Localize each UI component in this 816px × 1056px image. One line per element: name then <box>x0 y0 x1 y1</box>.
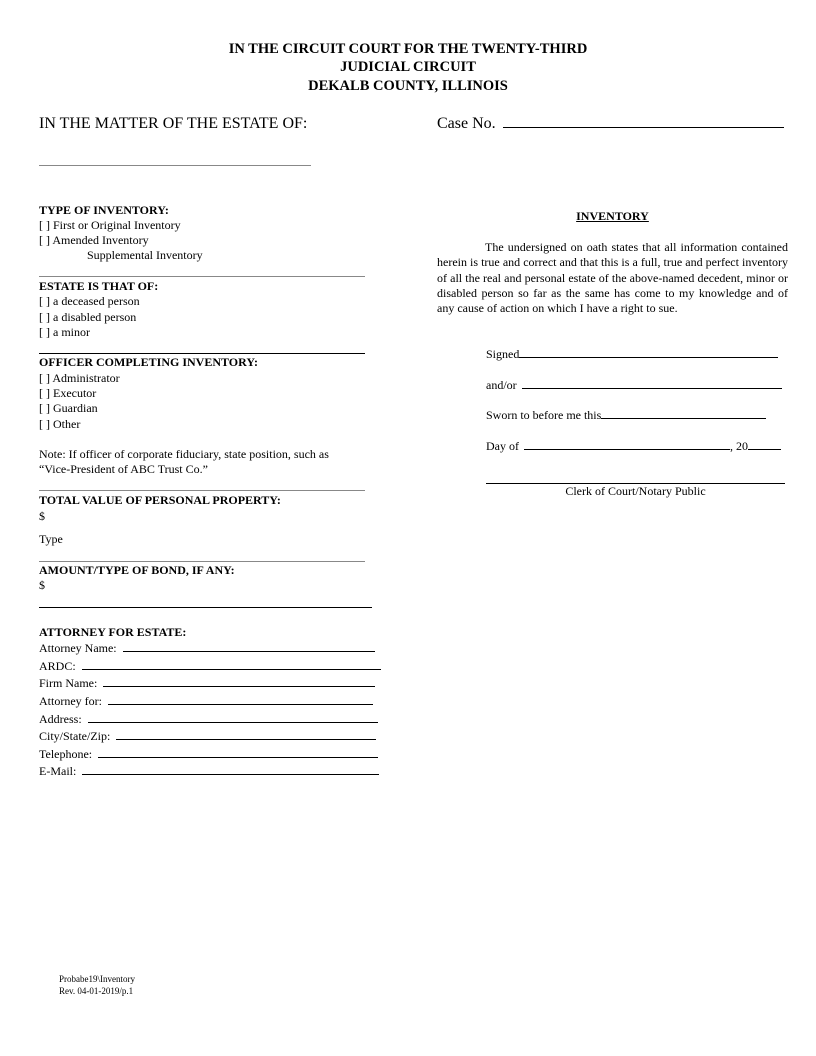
email-field[interactable] <box>82 763 379 775</box>
divider <box>39 353 365 354</box>
attorney-heading: ATTORNEY FOR ESTATE: <box>39 625 187 639</box>
signed-label: Signed <box>486 347 520 361</box>
ardc-field[interactable] <box>82 658 381 670</box>
estate-of-label: IN THE MATTER OF THE ESTATE OF: <box>39 115 308 132</box>
bond-heading: AMOUNT/TYPE OF BOND, IF ANY: <box>39 563 235 577</box>
city-state-zip-label: City/State/Zip: <box>39 729 111 743</box>
sworn-label: Sworn to before me this <box>486 408 602 422</box>
attorney-name-row <box>39 640 375 656</box>
checkbox-guardian[interactable]: [ ] Guardian <box>39 401 98 415</box>
day-field[interactable] <box>524 438 730 450</box>
type-of-inventory-heading: TYPE OF INVENTORY: <box>39 203 169 217</box>
personal-property-dollar: $ <box>39 509 45 523</box>
city-state-zip-field[interactable] <box>116 728 376 740</box>
city-state-zip-row <box>39 728 376 744</box>
email-row <box>39 763 379 779</box>
signed-row <box>486 346 778 362</box>
year-field[interactable] <box>748 438 781 450</box>
signed-field[interactable] <box>519 346 778 358</box>
oath-paragraph: The undersigned on oath states that all information contained herein is true and correct and that this is a full, true and perfect inventory of all the real and personal estate of the above-named decedent, minor or disabled person so far as the same has come to my knowledge and of any cause of action on which I have a right to sue. <box>437 240 788 316</box>
andor-label: and/or <box>486 378 517 392</box>
firm-name-field[interactable] <box>103 675 375 687</box>
court-title-line-1: IN THE CIRCUIT COURT FOR THE TWENTY-THIRD <box>228 41 588 57</box>
checkbox-amended-inventory[interactable]: [ ] Amended Inventory <box>39 233 149 247</box>
court-title-line-2: JUDICIAL CIRCUIT <box>340 59 476 75</box>
year-prefix: , 20 <box>730 439 748 453</box>
checkbox-minor[interactable]: [ ] a minor <box>39 325 90 339</box>
sworn-field[interactable] <box>601 407 766 419</box>
ardc-label: ARDC: <box>39 659 76 673</box>
clerk-label: Clerk of Court/Notary Public <box>565 484 706 498</box>
personal-property-type-label: Type <box>39 532 63 546</box>
case-number-field[interactable] <box>503 116 784 128</box>
divider <box>39 276 365 277</box>
address-field[interactable] <box>88 711 378 723</box>
officer-note-line-2: “Vice-President of ABC Trust Co.” <box>39 462 208 476</box>
firm-name-label: Firm Name: <box>39 676 98 690</box>
divider <box>39 490 365 491</box>
divider <box>39 607 372 608</box>
day-label: Day of <box>486 439 519 453</box>
footer-revision: Rev. 04-01-2019/p.1 <box>59 986 134 996</box>
divider <box>39 561 365 562</box>
andor-field[interactable] <box>522 377 782 389</box>
officer-heading: OFFICER COMPLETING INVENTORY: <box>39 355 258 369</box>
email-label: E-Mail: <box>39 764 77 778</box>
telephone-label: Telephone: <box>39 747 93 761</box>
address-row <box>39 711 378 727</box>
checkbox-other[interactable]: [ ] Other <box>39 417 81 431</box>
attorney-for-label: Attorney for: <box>39 694 102 708</box>
attorney-for-row <box>39 693 373 709</box>
checkbox-deceased[interactable]: [ ] a deceased person <box>39 294 140 308</box>
firm-name-row <box>39 675 375 691</box>
inventory-title: INVENTORY <box>576 209 649 223</box>
attorney-name-field[interactable] <box>123 640 375 652</box>
address-label: Address: <box>39 712 82 726</box>
ardc-row <box>39 658 381 674</box>
footer-form-id: Probabe19\Inventory <box>59 974 135 984</box>
telephone-field[interactable] <box>98 746 378 758</box>
checkbox-administrator[interactable]: [ ] Administrator <box>39 371 120 385</box>
checkbox-first-inventory[interactable]: [ ] First or Original Inventory <box>39 218 181 232</box>
sworn-row <box>486 407 766 423</box>
day-row <box>486 438 781 454</box>
supplemental-inventory-label: Supplemental Inventory <box>87 248 203 262</box>
checkbox-disabled[interactable]: [ ] a disabled person <box>39 310 137 324</box>
estate-name-field[interactable] <box>39 165 311 166</box>
officer-note-line-1: Note: If officer of corporate fiduciary, state position, such as <box>39 447 329 461</box>
estate-is-heading: ESTATE IS THAT OF: <box>39 279 159 293</box>
andor-row <box>486 377 782 393</box>
telephone-row <box>39 746 378 762</box>
case-number-label: Case No. <box>437 115 496 132</box>
bond-dollar: $ <box>39 578 45 592</box>
case-number-row <box>437 115 784 133</box>
attorney-for-field[interactable] <box>108 693 373 705</box>
personal-property-heading: TOTAL VALUE OF PERSONAL PROPERTY: <box>39 493 281 507</box>
checkbox-executor[interactable]: [ ] Executor <box>39 386 97 400</box>
court-title-line-3: DEKALB COUNTY, ILLINOIS <box>308 78 508 94</box>
attorney-name-label: Attorney Name: <box>39 641 117 655</box>
